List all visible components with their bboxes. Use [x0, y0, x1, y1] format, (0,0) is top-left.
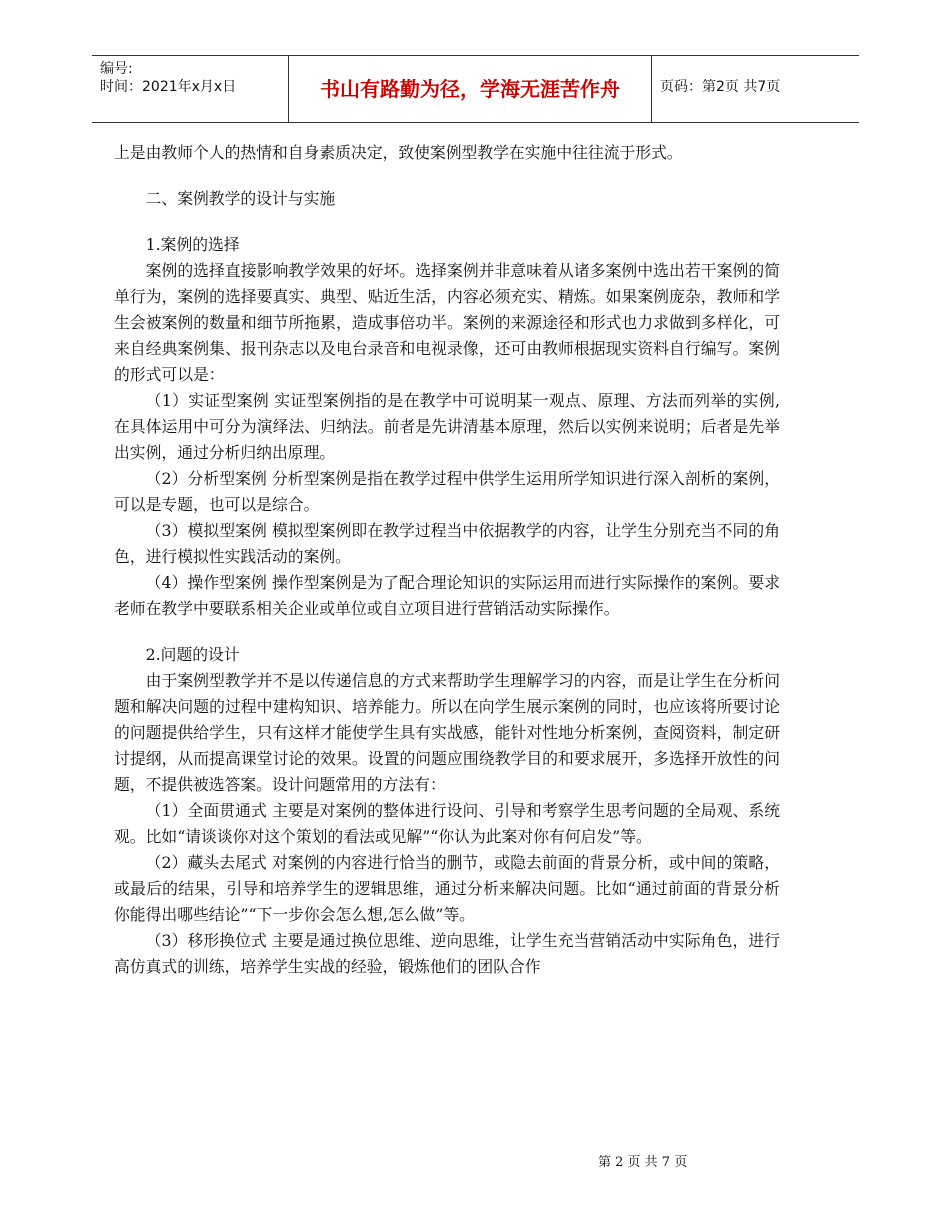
paragraph-truncation-method: （2）藏头去尾式 对案例的内容进行恰当的删节，或隐去前面的背景分析，或中间的策略，或最后的结果，引导和培养学生的逻辑思维，通过分析来解决问题。比如“通过前面的背景分析你能得出哪些结论”“下一步你会怎么想,怎么做”等。	[114, 853, 780, 924]
paragraph-role-switch-method: （3）移形换位式 主要是通过换位思维、逆向思维，让学生充当营销活动中实际角色，进行高仿真式的训练，培养学生实战的经验，锻炼他们的团队合作	[114, 931, 780, 976]
document-number-label: 编号:	[100, 61, 133, 77]
header-meta	[92, 56, 288, 122]
document-time-label: 时间：2021年x月x日	[100, 79, 237, 95]
header-motto-cell	[288, 56, 652, 122]
page-footer: 第 2 页 共 7 页	[598, 1155, 688, 1170]
subheading-case-selection: 1.案例的选择	[145, 235, 240, 254]
paragraph-comprehensive-method: （1）全面贯通式 主要是对案例的整体进行设问、引导和考察学生思考问题的全局观、系统观。比如“请谈谈你对这个策划的看法或见解”“你认为此案对你有何启发”等。	[114, 801, 780, 846]
page-header	[92, 55, 859, 123]
paragraph-case-selection: 案例的选择直接影响教学效果的好坏。选择案例并非意味着从诸多案例中选出若干案例的简单行为，案例的选择要真实、典型、贴近生活，内容必须充实、精炼。如果案例庞杂，教师和学生会被案例的数量和细节所拖累，造成事倍功半。案例的来源途径和形式也力求做到多样化，可来自经典案例集、报刊杂志以及电台录音和电视录像，还可由教师根据现实资料自行编写。案例的形式可以是：	[114, 261, 780, 384]
header-page-info: 页码：第2页 共7页	[660, 79, 781, 95]
paragraph-question-design: 由于案例型教学并不是以传递信息的方式来帮助学生理解学习的内容，而是让学生在分析问题和解决问题的过程中建构知识、培养能力。所以在向学生展示案例的同时，也应该将所要讨论的问题提供给学生，只有这样才能使学生具有实战感，能针对性地分析案例，查阅资料，制定研讨提纲，从而提高课堂讨论的效果。设置的问题应围绕教学目的和要求展开，多选择开放性的问题，不提供被选答案。设计问题常用的方法有：	[114, 671, 780, 794]
document-body	[114, 140, 780, 980]
paragraph-continuation: 上是由教师个人的热情和自身素质决定，致使案例型教学在实施中往往流于形式。	[114, 143, 683, 162]
subheading-question-design: 2.问题的设计	[145, 645, 240, 664]
header-motto: 书山有路勤为径，学海无涯苦作舟	[320, 77, 620, 101]
paragraph-empirical-case: （1）实证型案例 实证型案例指的是在教学中可说明某一观点、原理、方法而列举的实例,在具体运用中可分为演绎法、归纳法。前者是先讲清基本原理，然后以实例来说明；后者是先举出实例，通过分析归纳出原理。	[114, 391, 780, 462]
paragraph-simulation-case: （3）模拟型案例 模拟型案例即在教学过程当中依据教学的内容，让学生分别充当不同的角色，进行模拟性实践活动的案例。	[114, 521, 780, 566]
header-page-cell	[650, 56, 859, 122]
paragraph-operational-case: （4）操作型案例 操作型案例是为了配合理论知识的实际运用而进行实际操作的案例。要求老师在教学中要联系相关企业或单位或自立项目进行营销活动实际操作。	[114, 573, 780, 618]
paragraph-analytical-case: （2）分析型案例 分析型案例是指在教学过程中供学生运用所学知识进行深入剖析的案例，可以是专题，也可以是综合。	[114, 469, 780, 514]
section-heading-2: 二、案例教学的设计与实施	[145, 189, 336, 208]
